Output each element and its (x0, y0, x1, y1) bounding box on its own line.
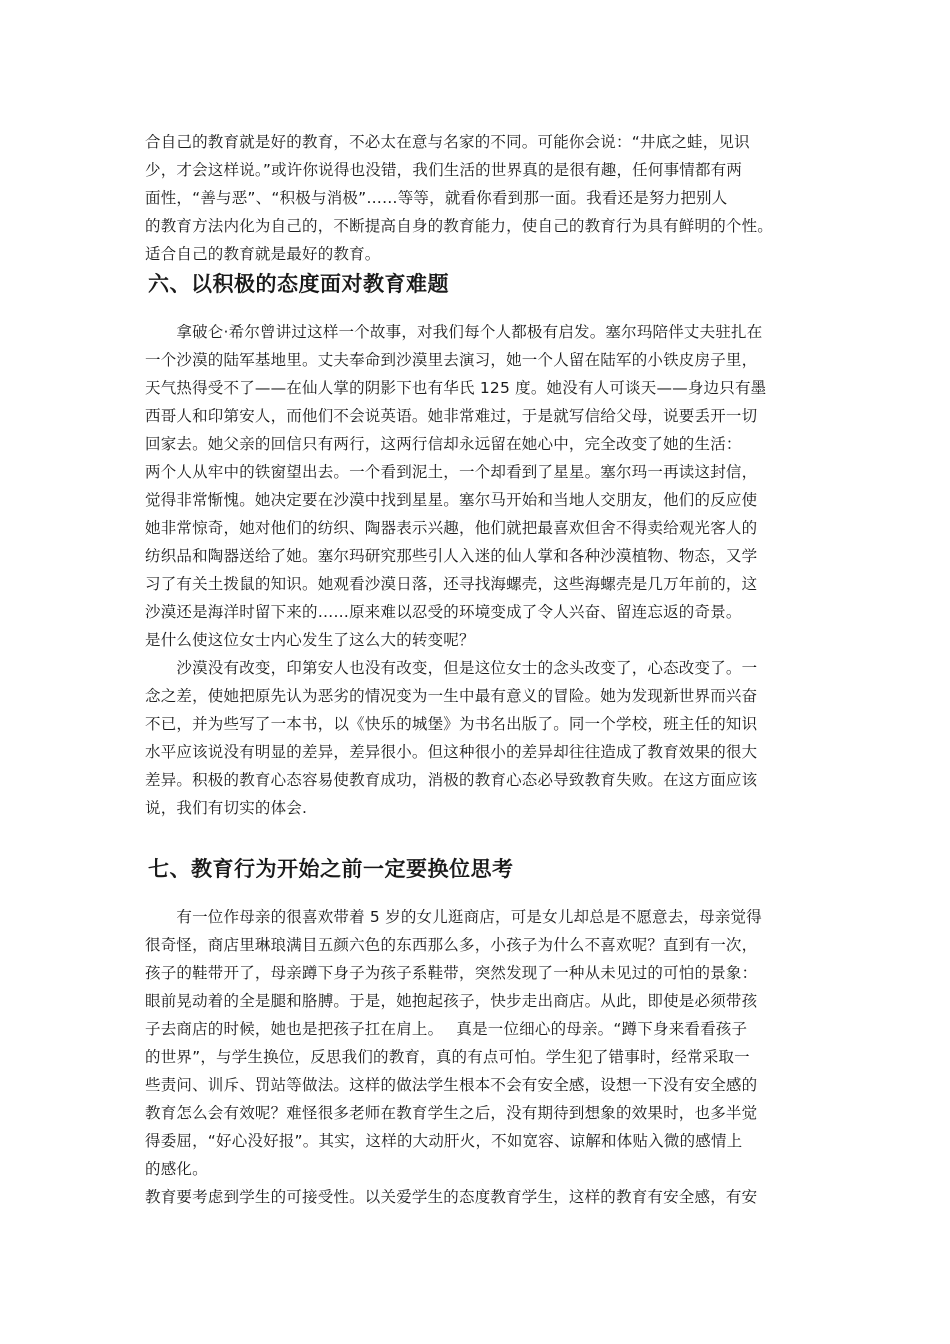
paragraph-line: 天气热得受不了——在仙人掌的阴影下也有华氏 125 度。她没有人可谈天——身边只有墨 (145, 379, 767, 397)
paragraph-line: 水平应该说没有明显的差异，差异很小。但这种很小的差异却往往造成了教育效果的很大 (145, 743, 758, 761)
paragraph-line: 得委屈，“好心没好报”。其实，这样的大动肝火，不如宽容、谅解和体贴入微的感情上 (145, 1132, 743, 1150)
paragraph-line: 少，才会这样说。”或许你说得也没错，我们生活的世界真的是很有趣，任何事情都有两 (145, 161, 743, 179)
paragraph-line: 不已，并为些写了一本书，以《快乐的城堡》为书名出版了。同一个学校，班主任的知识 (145, 715, 758, 733)
paragraph-line: 孩子的鞋带开了，母亲蹲下身子为孩子系鞋带，突然发现了一种从未见过的可怕的景象： (145, 964, 758, 982)
paragraph-line: 教育怎么会有效呢？难怪很多老师在教育学生之后，没有期待到想象的效果时，也多半觉 (145, 1104, 758, 1122)
paragraph-line: 她非常惊奇，她对他们的纺织、陶器表示兴趣，他们就把最喜欢但舍不得卖给观光客人的 (145, 519, 758, 537)
paragraph-line: 的世界”，与学生换位，反思我们的教育，真的有点可怕。学生犯了错事时，经常采取一 (145, 1048, 750, 1066)
paragraph-line: 沙漠还是海洋时留下来的……原来难以忍受的环境变成了令人兴奋、留连忘返的奇景。 (145, 603, 742, 621)
paragraph-line: 很奇怪，商店里琳琅满目五颜六色的东西那么多，小孩子为什么不喜欢呢？直到有一次， (145, 936, 758, 954)
paragraph-line: 两个人从牢中的铁窗望出去。一个看到泥土，一个却看到了星星。塞尔玛一再读这封信， (145, 463, 758, 481)
paragraph-line: 有一位作母亲的很喜欢带着 5 岁的女儿逛商店，可是女儿却总是不愿意去，母亲觉得 (145, 908, 762, 926)
paragraph-line: 的教育方法内化为自己的，不断提高自身的教育能力，使自己的教育行为具有鲜明的个性。 (145, 217, 774, 235)
paragraph-line: 念之差，使她把原先认为恶劣的情况变为一生中最有意义的冒险。她为发现新世界而兴奋 (145, 687, 758, 705)
paragraph-line: 的感化。 (145, 1160, 208, 1178)
paragraph-line: 子去商店的时候，她也是把孩子扛在肩上。 真是一位细心的母亲。“蹲下身来看看孩子 (145, 1020, 748, 1038)
paragraph-line: 沙漠没有改变，印第安人也没有改变，但是这位女士的念头改变了，心态改变了。一 (145, 659, 758, 677)
paragraph-line: 教育要考虑到学生的可接受性。以关爱学生的态度教育学生，这样的教育有安全感，有安 (145, 1188, 758, 1206)
section-heading-7: 七、教育行为开始之前一定要换位思考 (148, 857, 514, 881)
paragraph-line: 纺织品和陶器送给了她。塞尔玛研究那些引人入迷的仙人掌和各种沙漠植物、物态，又学 (145, 547, 758, 565)
paragraph-line: 拿破仑·希尔曾讲过这样一个故事，对我们每个人都极有启发。塞尔玛陪伴丈夫驻扎在 (145, 323, 763, 341)
paragraph-line: 回家去。她父亲的回信只有两行，这两行信却永远留在她心中，完全改变了她的生活： (145, 435, 742, 453)
paragraph-line: 说，我们有切实的体会. (145, 799, 308, 817)
paragraph-line: 觉得非常惭愧。她决定要在沙漠中找到星星。塞尔马开始和当地人交朋友，他们的反应使 (145, 491, 758, 509)
paragraph-line: 合自己的教育就是好的教育，不必太在意与名家的不同。可能你会说：“井底之蛙，见识 (145, 133, 750, 151)
paragraph-line: 习了有关土拨鼠的知识。她观看沙漠日落，还寻找海螺壳，这些海螺壳是几万年前的，这 (145, 575, 758, 593)
paragraph-line: 一个沙漠的陆军基地里。丈夫奉命到沙漠里去演习，她一个人留在陆军的小铁皮房子里， (145, 351, 758, 369)
paragraph-line: 面性，“善与恶”、“积极与消极”……等等，就看你看到那一面。我看还是努力把别人 (145, 189, 728, 207)
paragraph-line: 西哥人和印第安人，而他们不会说英语。她非常难过，于是就写信给父母，说要丢开一切 (145, 407, 758, 425)
paragraph-line: 差异。积极的教育心态容易使教育成功，消极的教育心态必导致教育失败。在这方面应该 (145, 771, 758, 789)
paragraph-line: 眼前晃动着的全是腿和胳膊。于是，她抱起孩子，快步走出商店。从此，即使是必须带孩 (145, 992, 758, 1010)
section-heading-6: 六、以积极的态度面对教育难题 (148, 272, 449, 296)
paragraph-line: 适合自己的教育就是最好的教育。 (145, 245, 381, 263)
paragraph-line: 些责问、训斥、罚站等做法。这样的做法学生根本不会有安全感，设想一下没有安全感的 (145, 1076, 758, 1094)
paragraph-line: 是什么使这位女士内心发生了这么大的转变呢？ (145, 631, 475, 649)
